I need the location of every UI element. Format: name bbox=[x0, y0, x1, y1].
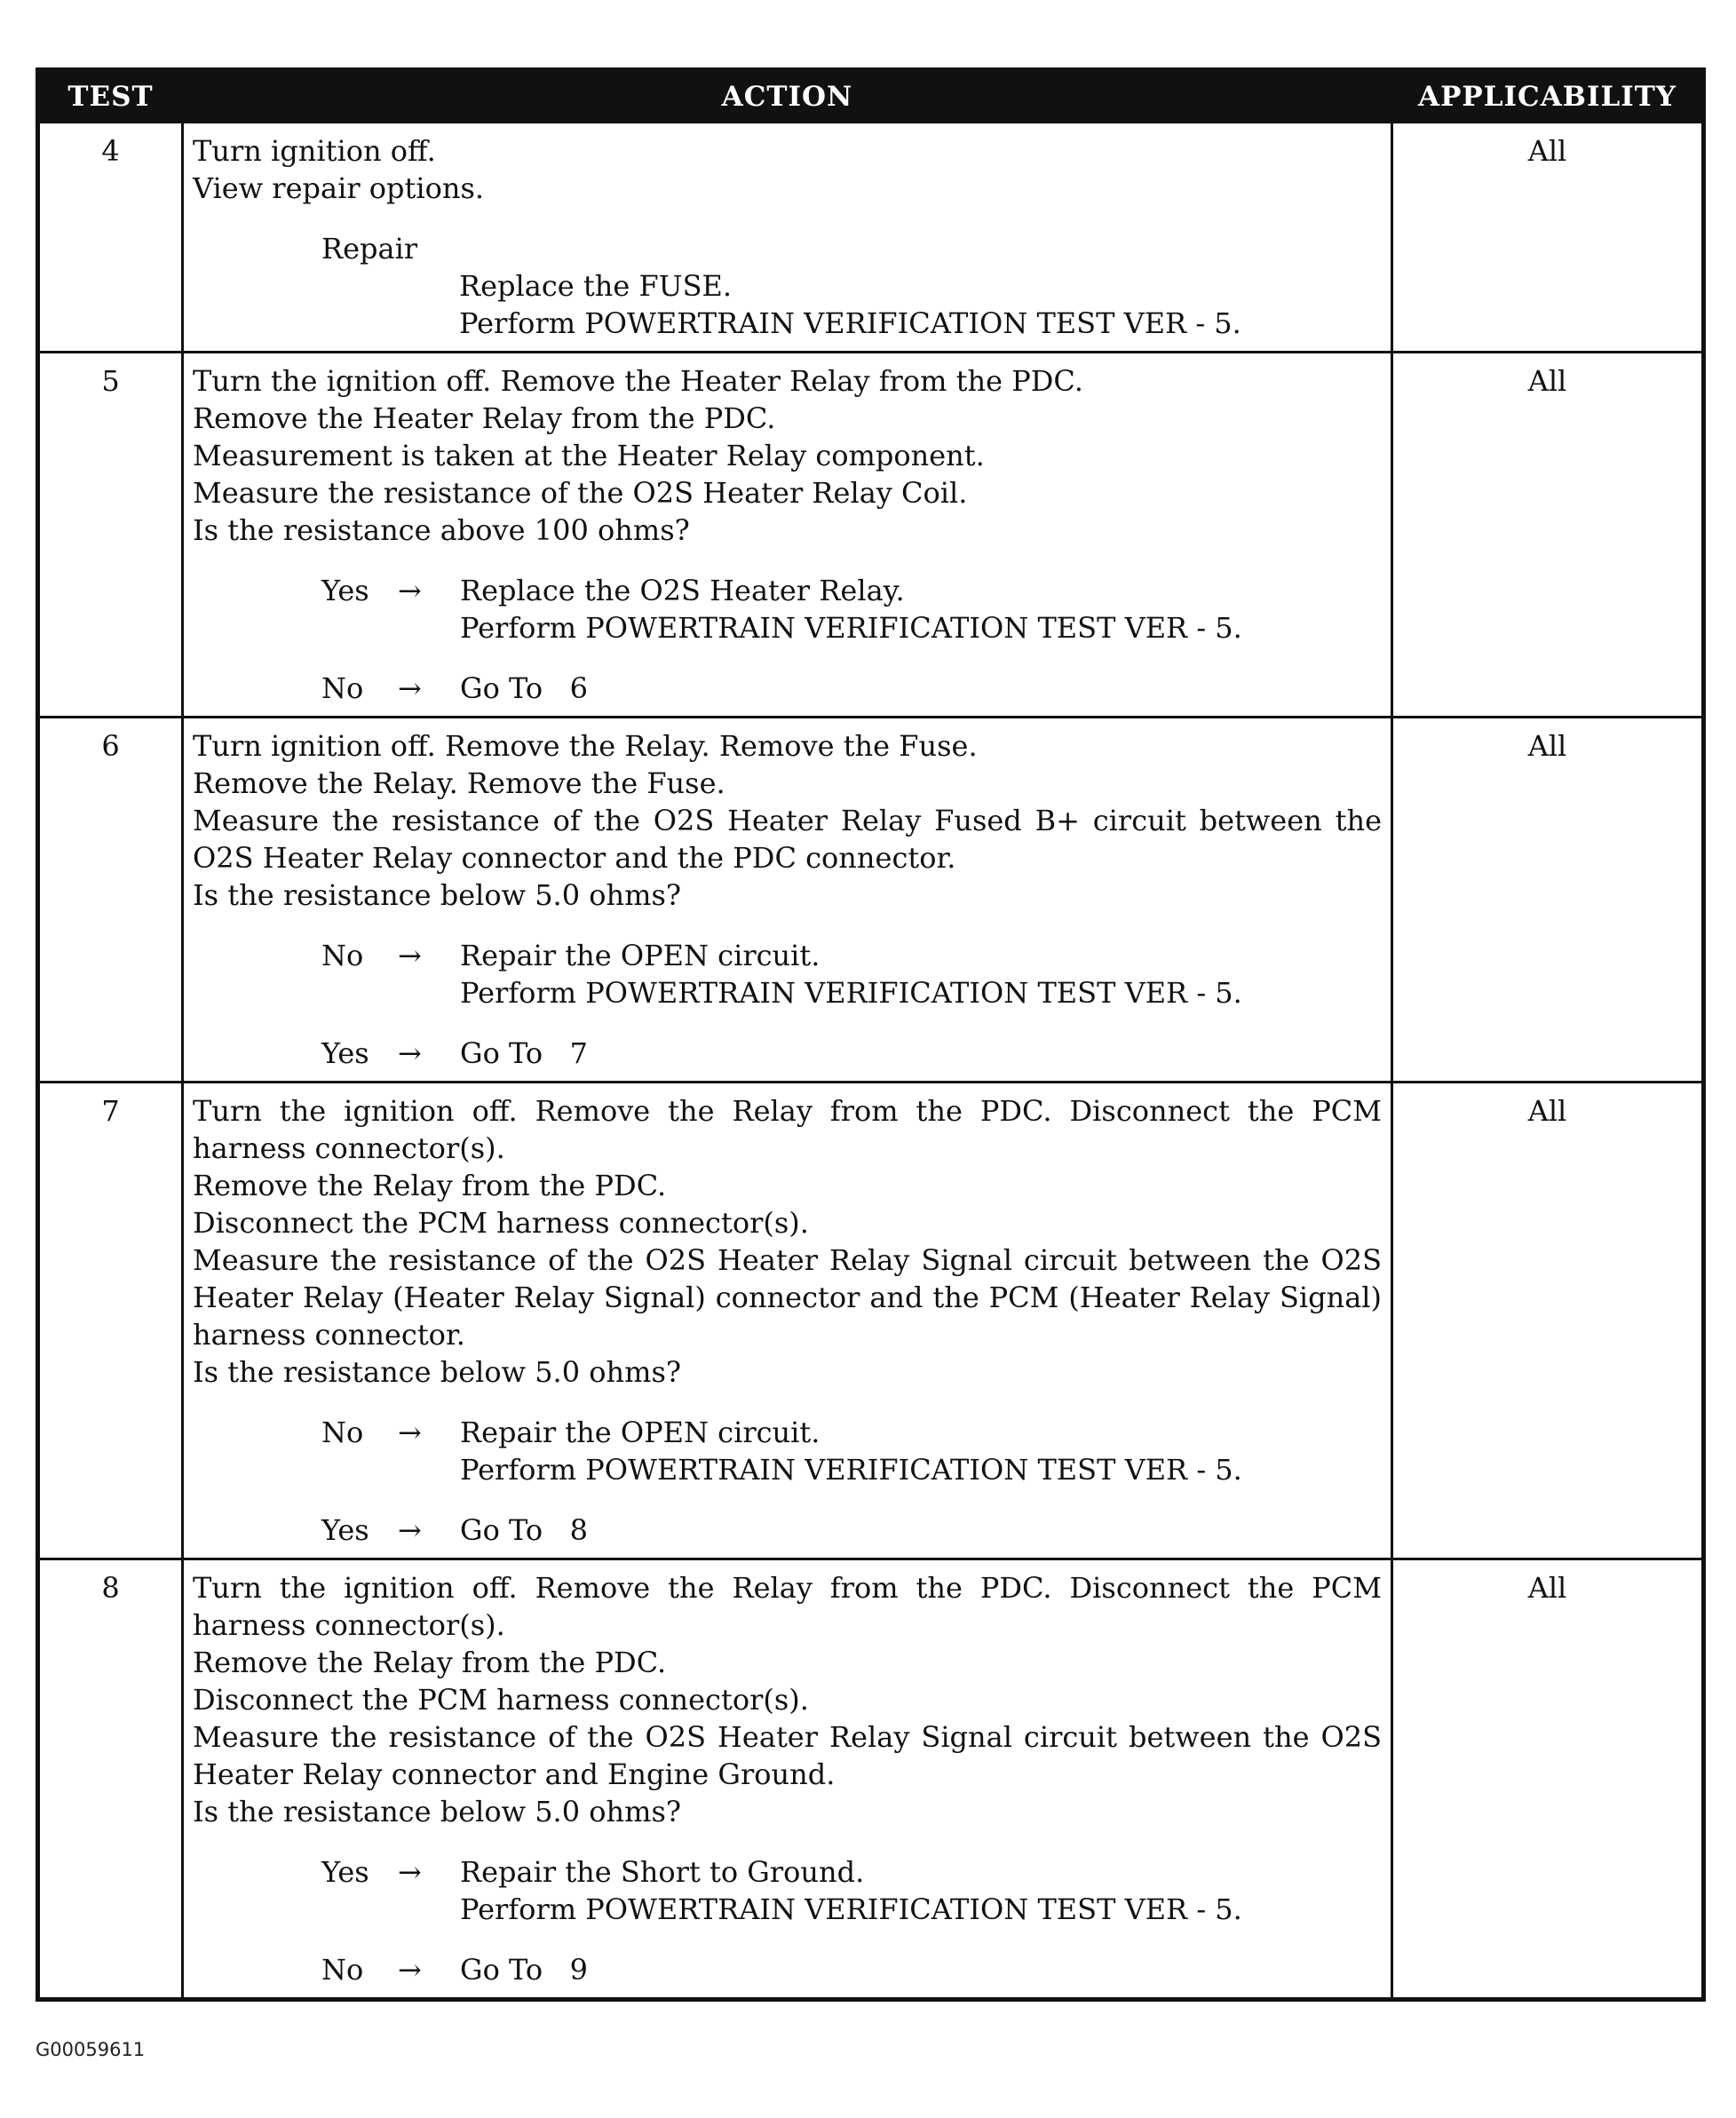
right-arrow-icon: → bbox=[398, 1036, 422, 1070]
outcome-line: Replace the O2S Heater Relay. bbox=[460, 574, 905, 607]
instruction-line: Disconnect the PCM harness connector(s). bbox=[193, 1206, 809, 1240]
instruction-line: Measure the resistance of the O2S Heater Relay Coil. bbox=[193, 476, 968, 510]
action-cell bbox=[183, 1083, 1392, 1559]
header-test: TEST bbox=[38, 70, 183, 123]
instruction-line: Remove the Relay from the PDC. bbox=[193, 1646, 667, 1679]
table-row bbox=[38, 1559, 1704, 2000]
repair-step: Perform POWERTRAIN VERIFICATION TEST VER - 5. bbox=[459, 306, 1241, 340]
test-number: 8 bbox=[38, 1559, 183, 2000]
outcome-label: No bbox=[321, 1416, 364, 1449]
instruction-line: Measure the resistance of the O2S Heater Relay Signal circuit between the O2S Heater Relay connector and Engine Ground. bbox=[193, 1720, 1382, 1791]
spacer bbox=[193, 549, 1382, 572]
action-cell bbox=[183, 353, 1392, 718]
spacer bbox=[193, 207, 1382, 230]
outcome-line: Repair the OPEN circuit. bbox=[460, 939, 820, 972]
outcome-no bbox=[193, 1414, 1382, 1488]
instruction-line: Turn the ignition off. Remove the Heater Relay from the PDC. bbox=[193, 364, 1083, 398]
header-applicability: APPLICABILITY bbox=[1392, 70, 1704, 123]
table-row bbox=[38, 718, 1704, 1083]
applicability-value: All bbox=[1392, 1083, 1704, 1559]
instruction-line: Remove the Relay from the PDC. bbox=[193, 1169, 667, 1202]
instruction-line: Remove the Heater Relay from the PDC. bbox=[193, 401, 776, 435]
header-row bbox=[38, 70, 1704, 123]
instruction-line: Disconnect the PCM harness connector(s). bbox=[193, 1683, 809, 1717]
repair-label: Repair bbox=[321, 232, 418, 266]
outcome-line: Go To 8 bbox=[460, 1513, 588, 1547]
outcome-text bbox=[460, 1511, 1382, 1549]
outcome-label: Yes bbox=[321, 1855, 369, 1889]
spacer bbox=[193, 1830, 1382, 1853]
outcome-text bbox=[460, 937, 1382, 1011]
right-arrow-icon: → bbox=[398, 1855, 422, 1889]
instruction-line: Turn the ignition off. Remove the Relay from the PDC. Disconnect the PCM harness connector(s). bbox=[193, 1094, 1382, 1165]
table-row bbox=[38, 123, 1704, 353]
outcome-line: Go To 9 bbox=[460, 1953, 588, 1987]
right-arrow-icon: → bbox=[398, 671, 422, 705]
instruction-line: Turn the ignition off. Remove the Relay from the PDC. Disconnect the PCM harness connector(s). bbox=[193, 1571, 1382, 1642]
outcome-text bbox=[460, 1853, 1382, 1928]
test-number: 5 bbox=[38, 353, 183, 718]
action-cell bbox=[183, 123, 1392, 353]
action-cell bbox=[183, 1559, 1392, 2000]
test-number: 4 bbox=[38, 123, 183, 353]
right-arrow-icon: → bbox=[398, 574, 422, 607]
outcome-yes bbox=[193, 1511, 1382, 1549]
spacer bbox=[193, 1928, 1382, 1951]
applicability-value: All bbox=[1392, 353, 1704, 718]
instruction-line: Remove the Relay. Remove the Fuse. bbox=[193, 766, 725, 800]
instruction-line: Measurement is taken at the Heater Relay component. bbox=[193, 439, 985, 472]
test-number: 6 bbox=[38, 718, 183, 1083]
spacer bbox=[193, 1488, 1382, 1511]
right-arrow-icon: → bbox=[398, 1953, 422, 1987]
outcome-line: Perform POWERTRAIN VERIFICATION TEST VER - 5. bbox=[460, 976, 1242, 1010]
outcome-label: Yes bbox=[321, 1513, 369, 1547]
instruction-line: Turn ignition off. Remove the Relay. Remove the Fuse. bbox=[193, 729, 978, 763]
instruction-line: Is the resistance below 5.0 ohms? bbox=[193, 1355, 682, 1389]
right-arrow-icon: → bbox=[398, 1513, 422, 1547]
outcome-label: Yes bbox=[321, 574, 369, 607]
outcome-line: Repair the Short to Ground. bbox=[460, 1855, 865, 1889]
instruction-line: View repair options. bbox=[193, 171, 485, 205]
right-arrow-icon: → bbox=[398, 1416, 422, 1449]
outcome-no bbox=[193, 937, 1382, 1011]
outcome-text bbox=[460, 670, 1382, 707]
instruction-line: Is the resistance below 5.0 ohms? bbox=[193, 878, 682, 912]
outcome-yes bbox=[193, 1035, 1382, 1072]
instruction-line: Measure the resistance of the O2S Heater Relay Fused B+ circuit between the O2S Heater Relay connector and the PDC connector. bbox=[193, 804, 1382, 875]
diagnostic-test-table bbox=[36, 67, 1706, 2002]
outcome-no bbox=[193, 1951, 1382, 1988]
instruction-line: Is the resistance above 100 ohms? bbox=[193, 513, 690, 547]
applicability-value: All bbox=[1392, 1559, 1704, 2000]
outcome-text bbox=[460, 572, 1382, 647]
outcome-label: No bbox=[321, 939, 364, 972]
outcome-no bbox=[193, 670, 1382, 707]
test-number: 7 bbox=[38, 1083, 183, 1559]
repair-step: Replace the FUSE. bbox=[459, 269, 733, 303]
figure-id: G00059611 bbox=[36, 2039, 146, 2060]
instruction-line: Turn ignition off. bbox=[193, 134, 436, 168]
instruction-line: Measure the resistance of the O2S Heater Relay Signal circuit between the O2S Heater Relay (Heater Relay Signal) connector and the PCM (Heater Relay Signal) harness connector. bbox=[193, 1243, 1382, 1352]
spacer bbox=[193, 1391, 1382, 1414]
outcome-line: Go To 6 bbox=[460, 671, 588, 705]
outcome-text bbox=[460, 1035, 1382, 1072]
table-row bbox=[38, 1083, 1704, 1559]
action-cell bbox=[183, 718, 1392, 1083]
outcome-yes bbox=[193, 572, 1382, 647]
outcome-line: Perform POWERTRAIN VERIFICATION TEST VER - 5. bbox=[460, 1892, 1242, 1926]
outcome-line: Repair the OPEN circuit. bbox=[460, 1416, 820, 1449]
applicability-value: All bbox=[1392, 718, 1704, 1083]
table-row bbox=[38, 353, 1704, 718]
outcome-line: Go To 7 bbox=[460, 1036, 588, 1070]
header-action: ACTION bbox=[183, 70, 1392, 123]
outcome-yes bbox=[193, 1853, 1382, 1928]
outcome-line: Perform POWERTRAIN VERIFICATION TEST VER - 5. bbox=[460, 1453, 1242, 1487]
instruction-line: Is the resistance below 5.0 ohms? bbox=[193, 1795, 682, 1828]
outcome-label: No bbox=[321, 671, 364, 705]
outcome-text bbox=[460, 1414, 1382, 1488]
table-body bbox=[38, 123, 1704, 2000]
right-arrow-icon: → bbox=[398, 939, 422, 972]
applicability-value: All bbox=[1392, 123, 1704, 353]
spacer bbox=[193, 1011, 1382, 1035]
outcome-line: Perform POWERTRAIN VERIFICATION TEST VER - 5. bbox=[460, 611, 1242, 645]
outcome-label: Yes bbox=[321, 1036, 369, 1070]
outcome-label: No bbox=[321, 1953, 364, 1987]
spacer bbox=[193, 647, 1382, 670]
spacer bbox=[193, 914, 1382, 937]
outcome-text bbox=[460, 1951, 1382, 1988]
